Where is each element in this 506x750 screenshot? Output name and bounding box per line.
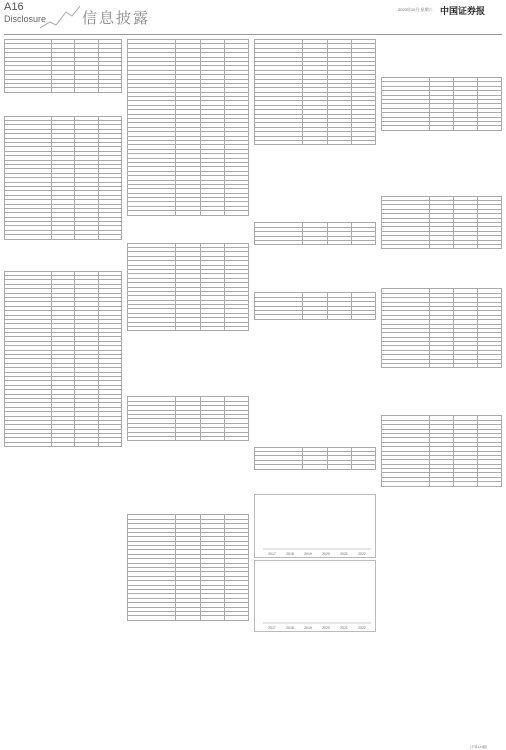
page-header <box>0 0 506 36</box>
x-tick-label: 2018 <box>286 625 294 630</box>
data-table <box>127 514 249 620</box>
data-table <box>4 116 122 240</box>
x-tick-label: 2021 <box>340 625 348 630</box>
x-tick-label: 2020 <box>322 625 330 630</box>
data-table <box>4 39 122 93</box>
data-table <box>254 292 376 319</box>
column-2 <box>127 38 249 744</box>
data-table <box>127 39 249 216</box>
data-table <box>254 39 376 145</box>
body-text <box>381 489 502 629</box>
header-rule <box>4 34 502 35</box>
data-table <box>381 415 502 486</box>
x-tick-label: 2019 <box>304 625 312 630</box>
issue-date: 2023年10月 星期六 <box>398 7 433 12</box>
section-english: Disclosure <box>4 14 47 24</box>
body-text <box>254 247 376 291</box>
body-text <box>381 38 502 76</box>
section-title: 信息披露 <box>82 9 151 27</box>
continuation-note: (下转A15版) <box>470 745 488 749</box>
body-text <box>4 242 122 270</box>
x-tick-label: 2018 <box>286 551 294 556</box>
chart-2-svg <box>255 561 375 631</box>
data-table <box>381 196 502 250</box>
body-text <box>254 322 376 446</box>
x-tick-label: 2022 <box>358 625 366 630</box>
data-table <box>254 222 376 245</box>
chart-2 <box>254 560 376 632</box>
x-tick-label: 2019 <box>304 551 312 556</box>
body-text <box>254 147 376 221</box>
x-tick-label: 2017 <box>268 551 276 556</box>
data-table <box>4 271 122 448</box>
chart-1-svg <box>255 495 375 557</box>
data-table <box>254 447 376 470</box>
data-table <box>381 77 502 131</box>
data-table <box>127 243 249 332</box>
body-text <box>127 218 249 242</box>
body-text <box>127 333 249 395</box>
column-1 <box>4 38 122 744</box>
body-text <box>254 472 376 492</box>
body-text <box>381 133 502 195</box>
newspaper-logo: 中国证券报 <box>440 7 486 17</box>
x-tick-label: 2020 <box>322 551 330 556</box>
body-text <box>127 443 249 513</box>
x-tick-label: 2021 <box>340 551 348 556</box>
data-table <box>381 288 502 368</box>
data-table <box>127 396 249 441</box>
header-decoration <box>40 4 80 30</box>
chart-1 <box>254 494 376 558</box>
column-4 <box>381 38 502 744</box>
x-tick-label: 2022 <box>358 551 366 556</box>
x-tick-label: 2017 <box>268 625 276 630</box>
column-3 <box>254 38 376 744</box>
body-text <box>4 95 122 115</box>
body-text <box>381 251 502 287</box>
body-text <box>381 370 502 414</box>
page-number: A16 <box>4 1 24 13</box>
